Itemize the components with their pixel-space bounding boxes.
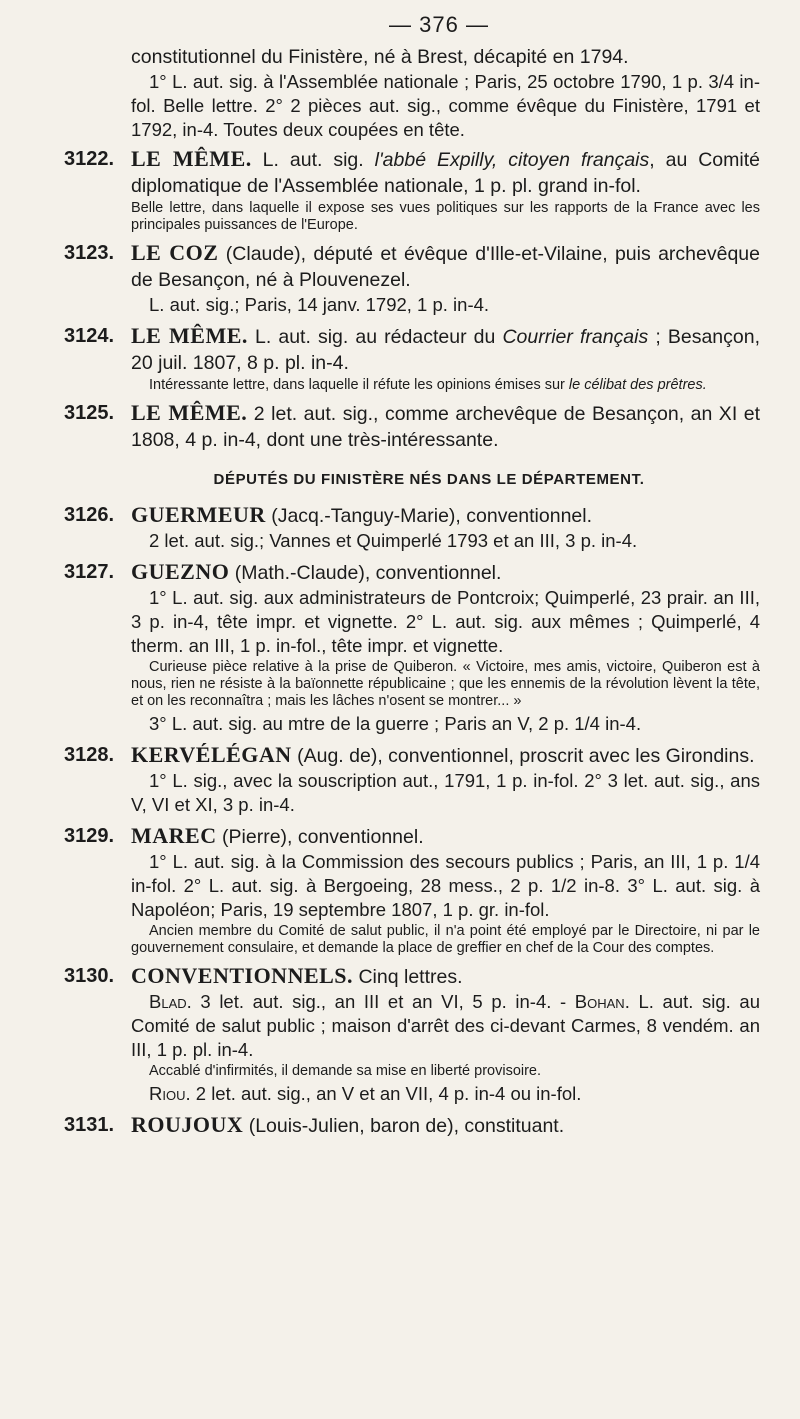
section-heading: DÉPUTÉS DU FINISTÈRE NÉS DANS LE DÉPARTEMENT. <box>213 471 645 488</box>
continuation-line: constitutionnel du Finistère, né à Brest, décapité en 1794. <box>131 46 629 68</box>
entry-detail <box>131 990 760 1062</box>
entry-name: KERVÉLÉGAN <box>131 742 292 767</box>
entry-3124 <box>64 323 760 394</box>
entry-name: GUERMEUR <box>131 502 266 527</box>
entry-3122 <box>64 146 760 234</box>
entry-detail: 2 let. aut. sig.; Vannes et Quimperlé 1793 et an III, 3 p. in-4. <box>149 530 638 551</box>
entry-3123 <box>64 240 760 317</box>
entry-text <box>131 823 760 850</box>
continuation-detail: 1° L. aut. sig. à l'Assemblée nationale ; Paris, 25 octobre 1790, 1 p. 3/4 in-fol. Belle lettre. 2° 2 pièces aut. sig., comme évêque du Finistère, 1791 et 1792, in-4. Toutes deux coupées en tête. <box>131 71 760 140</box>
entry-text-main: (Louis-Julien, baron de), constituant. <box>243 1115 565 1137</box>
entry-text <box>131 323 760 376</box>
entry-detail: 1° L. aut. sig. aux administrateurs de Pontcroix; Quimperlé, 23 prair. an III, 3 p. in-4, tête impr. et vignette. 2° L. aut. sig. aux mêmes ; Quimperlé, 4 therm. an III, 1 p. in-fol., tête impr. et vignette. <box>131 587 760 656</box>
entry-text-b: , au Comité diplomatique de l'Assemblée nationale, 1 p. pl. grand in-fol. <box>131 149 760 197</box>
entry-text <box>131 742 760 769</box>
entry-3128 <box>64 742 760 817</box>
entry-italic: l'abbé Expilly, citoyen français <box>374 149 650 171</box>
entry-text-a: L. aut. sig. <box>251 149 375 171</box>
entry-text-main: (Math.-Claude), conventionnel. <box>229 562 502 584</box>
entry-text <box>131 146 760 199</box>
entry-3127 <box>64 559 760 736</box>
entry-number: 3131. <box>64 1114 115 1136</box>
entry-note <box>131 377 760 394</box>
entry-text <box>131 963 760 990</box>
entry-number: 3124. <box>64 325 115 347</box>
entry-text-main: (Aug. de), conventionnel, proscrit avec les Girondins. <box>291 745 755 767</box>
entry-text <box>131 502 760 529</box>
entry-text <box>131 559 760 586</box>
entry-text-main: (Jacq.-Tanguy-Marie), conventionnel. <box>265 505 593 527</box>
entry-text <box>131 240 760 293</box>
entry-note: Curieuse pièce relative à la prise de Quiberon. « Victoire, mes amis, victoire, Quiberon est à nous, rien ne résiste à la baïonnette républicaine ; que les ennemis de la révolution lèvent la tête, et on les reconnaîtra ; mais les lâches n'osent se montrer... » <box>131 659 760 709</box>
author-name: Blad. <box>149 991 192 1012</box>
entry-detail: L. aut. sig.; Paris, 14 janv. 1792, 1 p. in-4. <box>149 294 490 315</box>
entry-number: 3128. <box>64 744 115 766</box>
entry-name: LE COZ <box>131 240 219 265</box>
entry-note: Belle lettre, dans laquelle il expose ses vues politiques sur les rapports de la France avec les principales puissances de l'Europe. <box>131 200 760 233</box>
page-number: — 376 — <box>389 12 489 37</box>
entry-detail-a: 3 let. aut. sig., an III et an VI, 5 p. in-4. - <box>191 991 575 1012</box>
entry-text-b: ; Besançon, 20 juil. 1807, 8 p. pl. in-4. <box>131 326 760 374</box>
entry-3126 <box>64 502 760 553</box>
entry-name: ROUJOUX <box>131 1112 244 1137</box>
entry-3125 <box>64 400 760 453</box>
entry-text-a: L. aut. sig. au rédacteur du <box>247 326 503 348</box>
entry-name: LE MÊME. <box>131 400 248 425</box>
entry-text-main: Cinq lettres. <box>353 966 463 988</box>
entry-detail-2: 3° L. aut. sig. au mtre de la guerre ; Paris an V, 2 p. 1/4 in-4. <box>149 713 642 734</box>
author-name: Riou. <box>149 1083 191 1104</box>
entry-text <box>131 400 760 453</box>
entry-continuation <box>78 44 760 142</box>
entry-number: 3127. <box>64 561 115 583</box>
entry-text <box>131 1112 760 1139</box>
author-name: Bohan. <box>574 991 630 1012</box>
entry-number: 3123. <box>64 242 115 264</box>
entry-detail-c-text: 2 let. aut. sig., an V et an VII, 4 p. in-4 ou in-fol. <box>190 1083 582 1104</box>
entry-number: 3122. <box>64 148 115 170</box>
entry-detail-b: L. aut. sig. au Comité de salut public ; maison d'arrêt des ci-devant Carmes, 8 vendém. an III, 1 p. pl. in-4. <box>131 991 761 1060</box>
entry-number: 3126. <box>64 504 115 526</box>
entry-detail: 1° L. sig., avec la souscription aut., 1791, 1 p. in-fol. 2° 3 let. aut. sig., ans V, VI et XI, 3 p. in-4. <box>131 770 760 815</box>
entry-text-main: (Pierre), conventionnel. <box>216 826 424 848</box>
entry-3130 <box>64 963 761 1106</box>
entry-note: Ancien membre du Comité de salut public, il n'a point été employé par le Directoire, ni par le gouvernement consulaire, et demande la place de greffier en chef de la Cour des comptes. <box>131 923 760 956</box>
entry-name: CONVENTIONNELS. <box>131 963 354 988</box>
entry-note-a: Intéressante lettre, dans laquelle il réfute les opinions émises sur <box>149 377 569 393</box>
entry-text-main: 2 let. aut. sig., comme archevêque de Besançon, an XI et 1808, 4 p. in-4, dont une très-intéressante. <box>131 403 760 451</box>
entry-name: GUEZNO <box>131 559 230 584</box>
entry-name: MAREC <box>131 823 217 848</box>
entry-3129 <box>64 823 760 957</box>
entry-number: 3130. <box>64 965 115 987</box>
entry-number: 3129. <box>64 825 115 847</box>
entry-detail: 1° L. aut. sig. à la Commission des secours publics ; Paris, an III, 1 p. 1/4 in-fol. 2° L. aut. sig. à Bergoeing, 28 mess., 2 p. 1/2 in-8. 3° L. aut. sig. à Napoléon; Paris, 19 septembre 1807, 1 p. gr. in-fol. <box>131 851 760 920</box>
entry-3131 <box>64 1112 760 1139</box>
entry-name: LE MÊME. <box>131 146 252 171</box>
entry-note: Accablé d'infirmités, il demande sa mise en liberté provisoire. <box>149 1063 542 1079</box>
entry-text-main: (Claude), député et évêque d'Ille-et-Vilaine, puis archevêque de Besançon, né à Plouvenezel. <box>131 243 760 291</box>
entry-name: LE MÊME. <box>131 323 248 348</box>
entry-italic: Courrier français <box>502 326 649 348</box>
entry-detail-c <box>131 1082 760 1106</box>
entry-number: 3125. <box>64 402 115 424</box>
entry-note-italic: le célibat des prêtres. <box>568 377 707 393</box>
